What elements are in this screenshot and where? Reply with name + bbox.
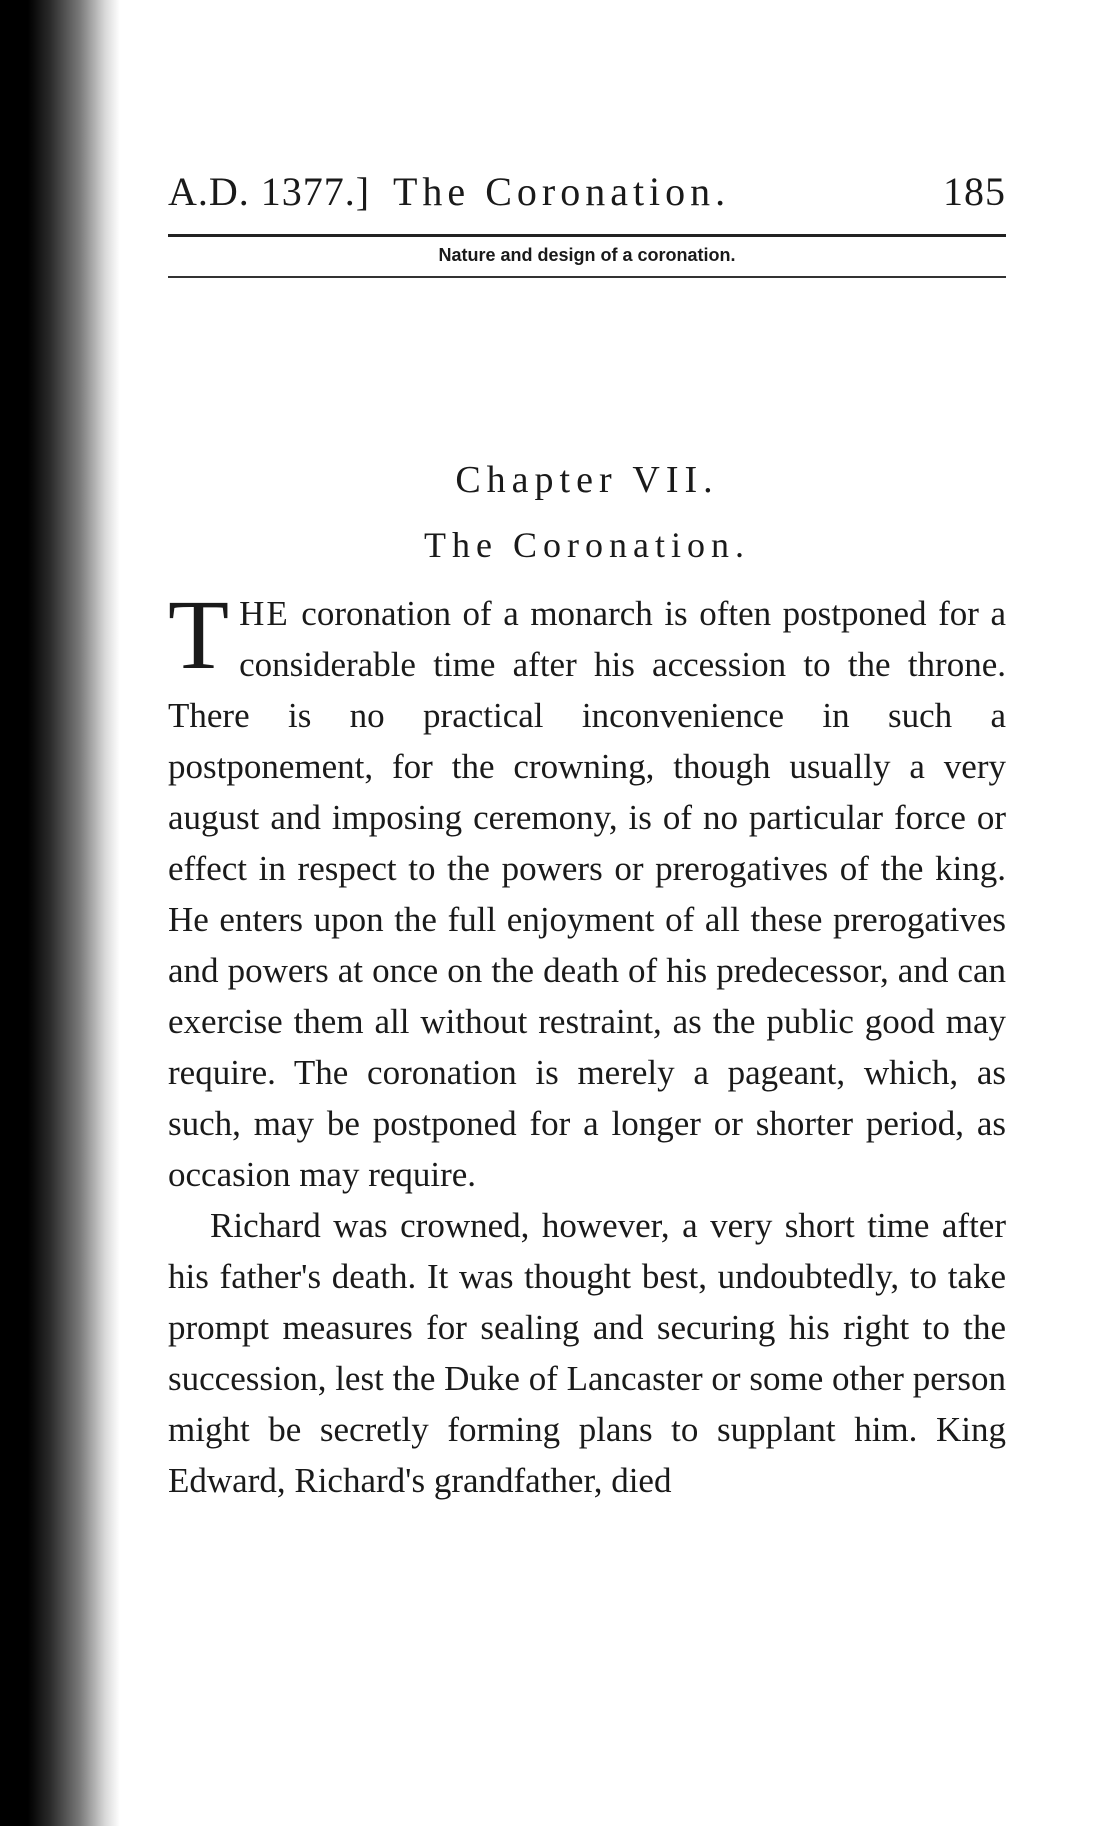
binding-shadow [0,0,120,1826]
header-rule [168,234,1006,237]
running-head-date: A.D. 1377.] [168,169,371,214]
page-number: 185 [943,169,1006,214]
chapter-number: Chapter VII. [455,459,719,501]
paragraph-2: Richard was crowned, however, a very short time after his father's death. It was thought best, undoubtedly, to take prompt measures for sealing and securing his right to the succession, lest the Duke of Lancaster or some other person might be secretly forming plans to supplant him. King Edward, Richard's grandfather, died [168,1206,1006,1500]
drop-cap: T [168,579,230,690]
paragraph-1 [168,579,1006,1200]
running-head [168,150,1006,214]
book-page [168,150,1006,1506]
body-text [168,579,1006,1506]
subheading-rule [168,276,1006,278]
section-subheading: Nature and design of a coronation. [438,245,736,265]
chapter-title: The Coronation. [424,525,750,565]
running-head-title: The Coronation. [393,169,731,214]
paragraph-lead: HE [239,594,290,633]
paragraph-1-text: coronation of a monarch is often postponed for a considerable time after his accession to the throne. There is no practical inconvenience in such a postponement, for the crowning, though usually a very august and imposing ceremony, is of no particular force or effect in respect to the powers or prerogatives of the king. He enters upon the full enjoyment of all these prerogatives and powers at once on the death of his predecessor, and can exercise them all without restraint, as the public good may require. The coronation is merely a pageant, which, as such, may be postponed for a longer or shorter period, as occasion may require. [168,594,1006,1194]
